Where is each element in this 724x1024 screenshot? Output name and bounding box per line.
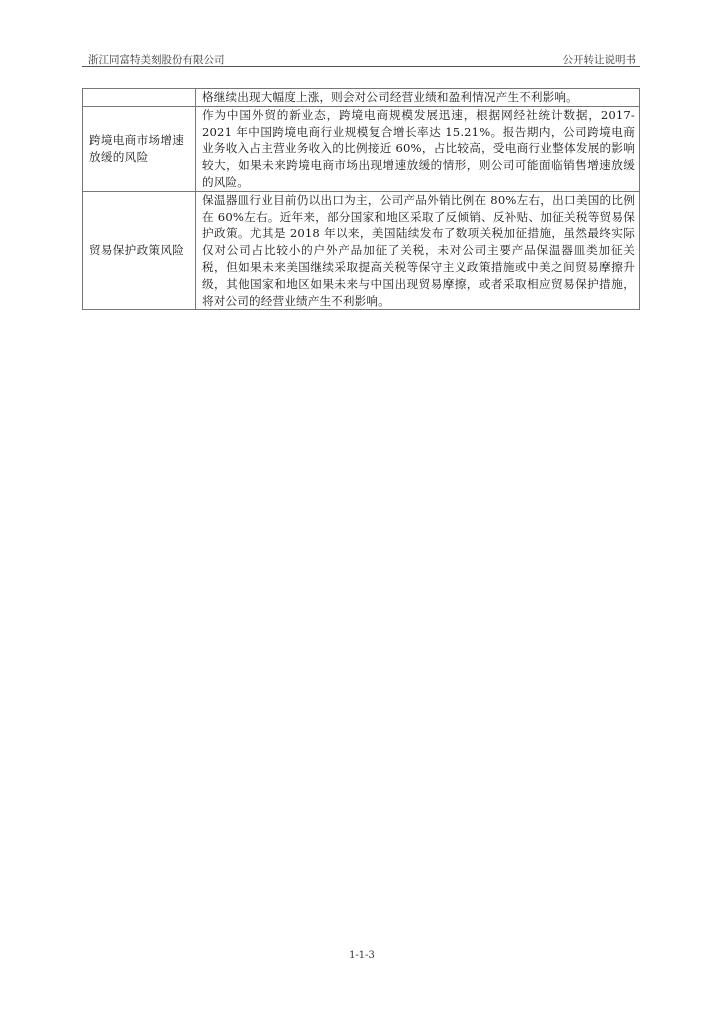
risk-description-cell: 格继续出现大幅度上涨，则会对公司经营业绩和盈利情况产生不利影响。: [196, 89, 640, 107]
page-header: [82, 50, 640, 66]
risk-name-cell: [83, 89, 196, 107]
table-row: [83, 191, 640, 310]
table-row: [83, 89, 640, 107]
risk-description-cell: 保温器皿行业目前仍以出口为主，公司产品外销比例在 80%左右，出口美国的比例在 60%左右。近年来，部分国家和地区采取了反倾销、反补贴、加征关税等贸易保护政策。尤其是 2018 年以来，美国陆续发布了数项关税加征措施，虽然最终实际仅对公司占比较小的户外产品加征了关税，未对公司主要产品保温器皿类加征关税，但如果未来美国继续采取提高关税等保守主义政策措施或中美之间贸易摩擦升级，其他国家和地区如果未来与中国出现贸易摩擦，或者采取相应贸易保护措施，将对公司的经营业绩产生不利影响。: [196, 191, 640, 310]
header-divider: [82, 66, 640, 67]
table-row: [83, 106, 640, 191]
company-name: 浙江同富特美刻股份有限公司: [88, 54, 225, 66]
risk-table: [82, 88, 640, 310]
document-type: 公开转让说明书: [562, 54, 636, 66]
risk-name-cell: 贸易保护政策风险: [83, 191, 196, 310]
page-number: 1-1-3: [349, 950, 375, 961]
risk-name-cell: 跨境电商市场增速放缓的风险: [83, 106, 196, 191]
risk-description-cell: 作为中国外贸的新业态，跨境电商规模发展迅速，根据网经社统计数据，2017-2021 年中国跨境电商行业规模复合增长率达 15.21%。报告期内，公司跨境电商业务收入占主营业务收入的比例接近 60%，占比较高，受电商行业整体发展的影响较大，如果未来跨境电商市场出现增速放缓的情形，则公司可能面临销售增速放缓的风险。: [196, 106, 640, 191]
